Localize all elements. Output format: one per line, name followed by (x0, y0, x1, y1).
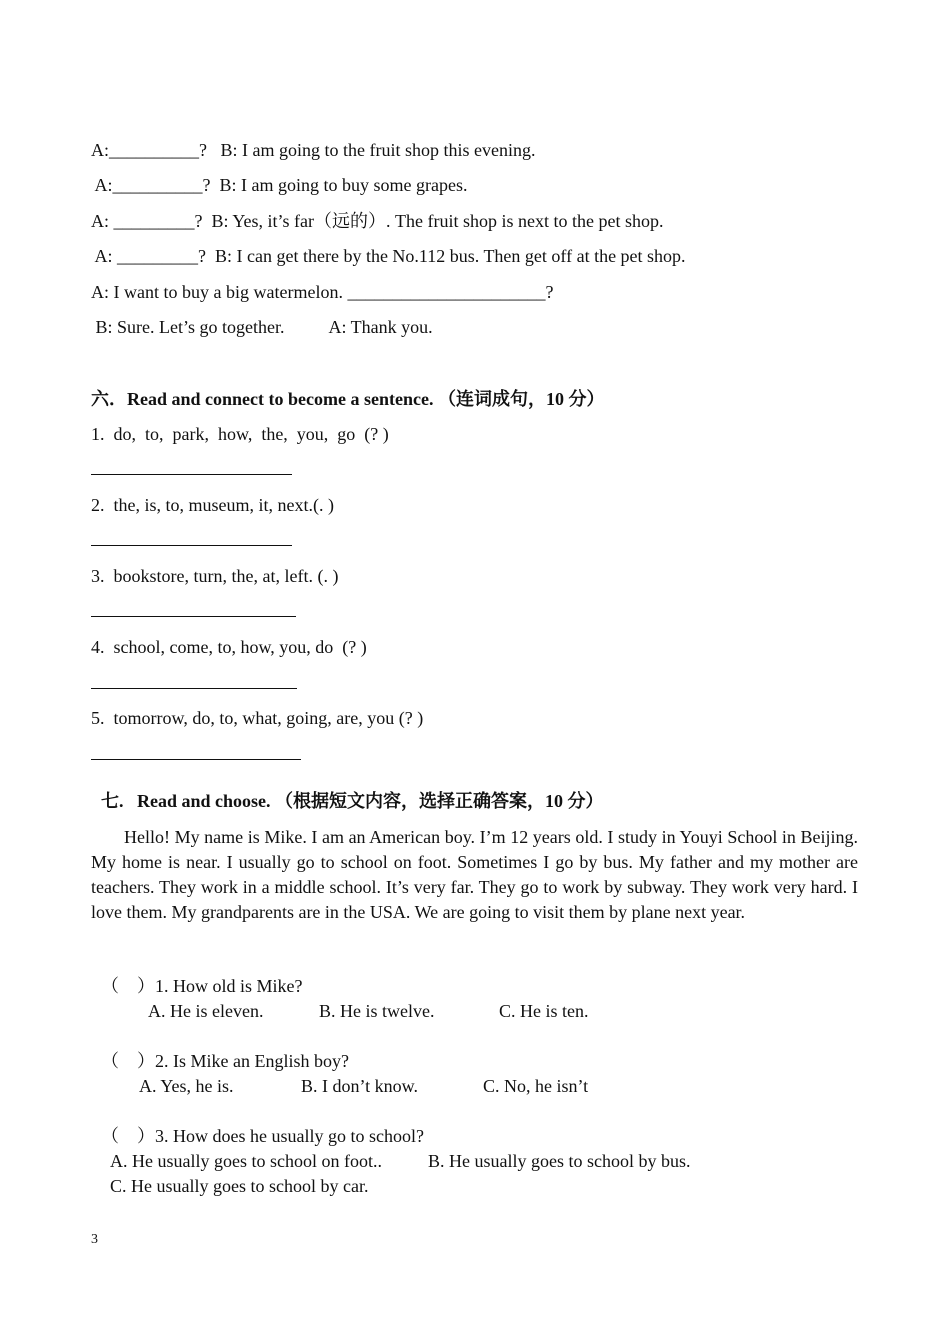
section6-item-2: 2. the, is, to, museum, it, next.(. ) (91, 495, 334, 515)
section7-heading: 七. Read and choose. （根据短文内容，选择正确答案，10 分） (101, 791, 604, 811)
question-1: （ ）1. How old is Mike? (101, 976, 303, 996)
q2-option-b[interactable]: B. I don’t know. (301, 1076, 418, 1096)
q3-option-b[interactable]: B. He usually goes to school by bus. (428, 1151, 691, 1171)
question-2: （ ）2. Is Mike an English boy? (101, 1051, 349, 1071)
section6-item-5: 5. tomorrow, do, to, what, going, are, you (? ) (91, 708, 424, 728)
q2-option-a[interactable]: A. Yes, he is. (139, 1076, 234, 1096)
q3-option-a[interactable]: A. He usually goes to school on foot.. (110, 1151, 382, 1171)
answer-line-4[interactable] (91, 688, 297, 689)
section6-item-1: 1. do, to, park, how, the, you, go (? ) (91, 424, 389, 444)
dialogue-line-1: A:__________? B: I am going to the fruit shop this evening. (91, 140, 536, 160)
q1-option-c[interactable]: C. He is ten. (499, 1001, 589, 1021)
page-number: 3 (91, 1232, 98, 1247)
reading-passage: Hello! My name is Mike. I am an American boy. I’m 12 years old. I study in Youyi School in Beijing. My home is near. I usually go to school on foot. Sometimes I go by bus. My father and my mother are teachers. They work in a middle school. It’s very far. They go to work by subway. They work very hard. I love them. My grandparents are in the USA. We are going to visit them by plane next year. (91, 827, 858, 922)
section6-item-3: 3. bookstore, turn, the, at, left. (. ) (91, 566, 339, 586)
q3-option-c[interactable]: C. He usually goes to school by car. (110, 1176, 369, 1196)
dialogue-line-6: B: Sure. Let’s go together. A: Thank you. (91, 317, 433, 337)
section6-item-4: 4. school, come, to, how, you, do (? ) (91, 637, 367, 657)
dialogue-line-2: A:__________? B: I am going to buy some grapes. (91, 175, 468, 195)
answer-line-2[interactable] (91, 545, 292, 546)
answer-line-1[interactable] (91, 474, 292, 475)
dialogue-line-4: A: _________? B: I can get there by the No.112 bus. Then get off at the pet shop. (91, 246, 686, 266)
dialogue-line-5: A: I want to buy a big watermelon. ______________________? (91, 282, 554, 302)
section6-heading: 六．Read and connect to become a sentence. （连词成句，10 分） (91, 389, 605, 409)
answer-line-3[interactable] (91, 616, 296, 617)
answer-line-5[interactable] (91, 759, 301, 760)
question-3: （ ）3. How does he usually go to school? (101, 1126, 424, 1146)
q2-option-c[interactable]: C. No, he isn’t (483, 1076, 589, 1096)
q1-option-a[interactable]: A. He is eleven. (148, 1001, 264, 1021)
q1-option-b[interactable]: B. He is twelve. (319, 1001, 435, 1021)
dialogue-line-3: A: _________? B: Yes, it’s far（远的）. The fruit shop is next to the pet shop. (91, 211, 664, 231)
